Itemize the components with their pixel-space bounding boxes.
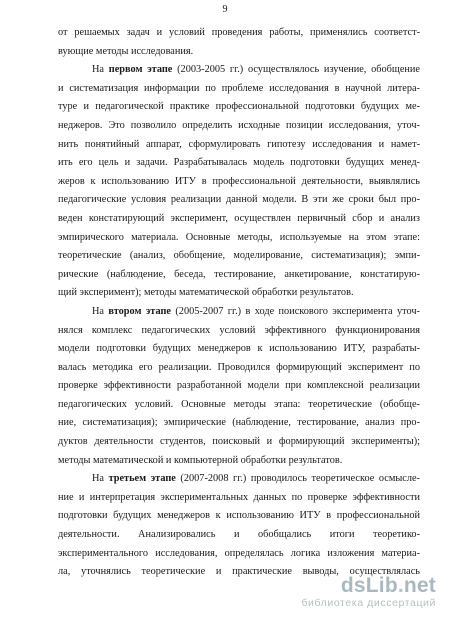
text-line [58,24,420,43]
text-line [58,303,420,322]
page-number: 9 [222,4,228,15]
text-line [58,80,420,99]
text-run: проверке эффективности разработанной модели при комплексной реализации [58,380,420,392]
text-line [58,470,420,489]
text-line [58,433,420,452]
text-line [58,229,420,248]
text-line [58,136,420,155]
text-run: рические (наблюдение, беседа, тестирование, анкетирование, констатирую- [58,268,420,280]
text-run: На [92,64,109,76]
text-run: (2007-2008 гг.) проводилось теоретическое осмысле- [175,473,420,485]
text-line [58,414,420,433]
text-run: деятельности. Анализировались и обобщались итоги теоретико- [58,529,420,541]
text-run: валась методика его реализации. Проводился формирующий эксперимент по [58,361,420,373]
text-line [58,284,420,303]
text-run: ние, систематизация); эмпирические (наблюдение, тестирование, анализ про- [58,417,420,429]
text-run: вующие методы исследования. [58,45,194,57]
text-run: веден констатирующий эксперимент, осуществлен первичный сбор и анализ [58,212,420,224]
text-line [58,43,420,62]
text-run: экспериментального исследования, определялась логика изложения материа- [58,547,420,559]
text-line [58,61,420,80]
text-run: модели подготовки будущих менеджеров к использованию ИТУ, разрабаты- [58,343,420,355]
text-run: (2005-2007 гг.) в ходе поискового эксперимента уточ- [171,305,420,317]
text-line [58,173,420,192]
text-line [58,98,420,117]
text-line [58,489,420,508]
text-line [58,526,420,545]
text-run: теоретические (анализ, обобщение, моделирование, систематизация); эмпи- [58,250,420,262]
text-run: ить его цель и задачи. Разрабатывалась модель подготовки будущих менед- [58,157,420,169]
text-line [58,507,420,526]
text-line [58,377,420,396]
text-line [58,266,420,285]
stage-heading: втором этапе [108,305,171,317]
text-line [58,322,420,341]
text-run: нялся комплекс педагогических условий эффективного функционирования [58,324,420,336]
stage-heading: третьем этапе [108,473,176,485]
text-run: щий эксперимент); методы математической обработки результатов. [58,287,354,299]
text-line [58,117,420,136]
text-run: подготовки будущих менеджеров к использованию ИТУ в профессиональной [58,510,420,522]
text-run: ние и интерпретация экспериментальных данных по проверке эффективности [58,491,420,503]
text-run: (2003-2005 гг.) осуществлялось изучение, обобщение [172,64,420,76]
watermark-brand [341,574,436,598]
text-line [58,340,420,359]
text-run: жеров к использованию ИТУ в профессиональной деятельности, выявлялись [58,175,420,187]
text-line [58,210,420,229]
text-run: методы математической и компьютерной обработки результатов. [58,454,343,466]
text-run: педагогические условия реализации данной модели. В эти же сроки был про- [58,194,420,206]
text-run: нить понятийный аппарат, сформулировать гипотезу исследования и намет- [58,138,420,150]
watermark-brand-dot: . [397,574,404,597]
text-run: На [92,305,109,317]
watermark-tagline: библиотека диссертаций [301,597,436,609]
text-line [58,359,420,378]
text-run: педагогических условий. Основные методы этапа: теоретические (обобще- [58,398,420,410]
body-text [58,24,420,582]
text-run: ла, уточнялись теоретические и практические выводы, осуществлялась [58,566,420,578]
text-run: эмпирического материала. Основные методы, используемые на этом этапе: [58,231,420,243]
text-run: туре и педагогической практике профессиональной подготовки будущих ме- [58,101,420,113]
text-run: от решаемых задач и условий проведения работы, применялись соответст- [58,27,420,38]
watermark-brand-tld: net [403,574,436,597]
watermark-logo [246,574,436,614]
text-run: На [92,473,109,485]
text-line [58,154,420,173]
text-line [58,452,420,471]
text-line [58,191,420,210]
text-line [58,396,420,415]
stage-heading: первом этапе [108,64,173,76]
text-line [58,247,420,266]
watermark-brand-name: dsLib [340,574,398,597]
text-run: и систематизация информации по проблеме исследования в научной литера- [58,82,420,94]
text-run: неджеров. Это позволило определить исходные позиции исследования, уточ- [58,119,420,131]
text-run: дуктов деятельности студентов, поисковый и формирующий эксперименты); [58,436,420,448]
text-line [58,545,420,564]
